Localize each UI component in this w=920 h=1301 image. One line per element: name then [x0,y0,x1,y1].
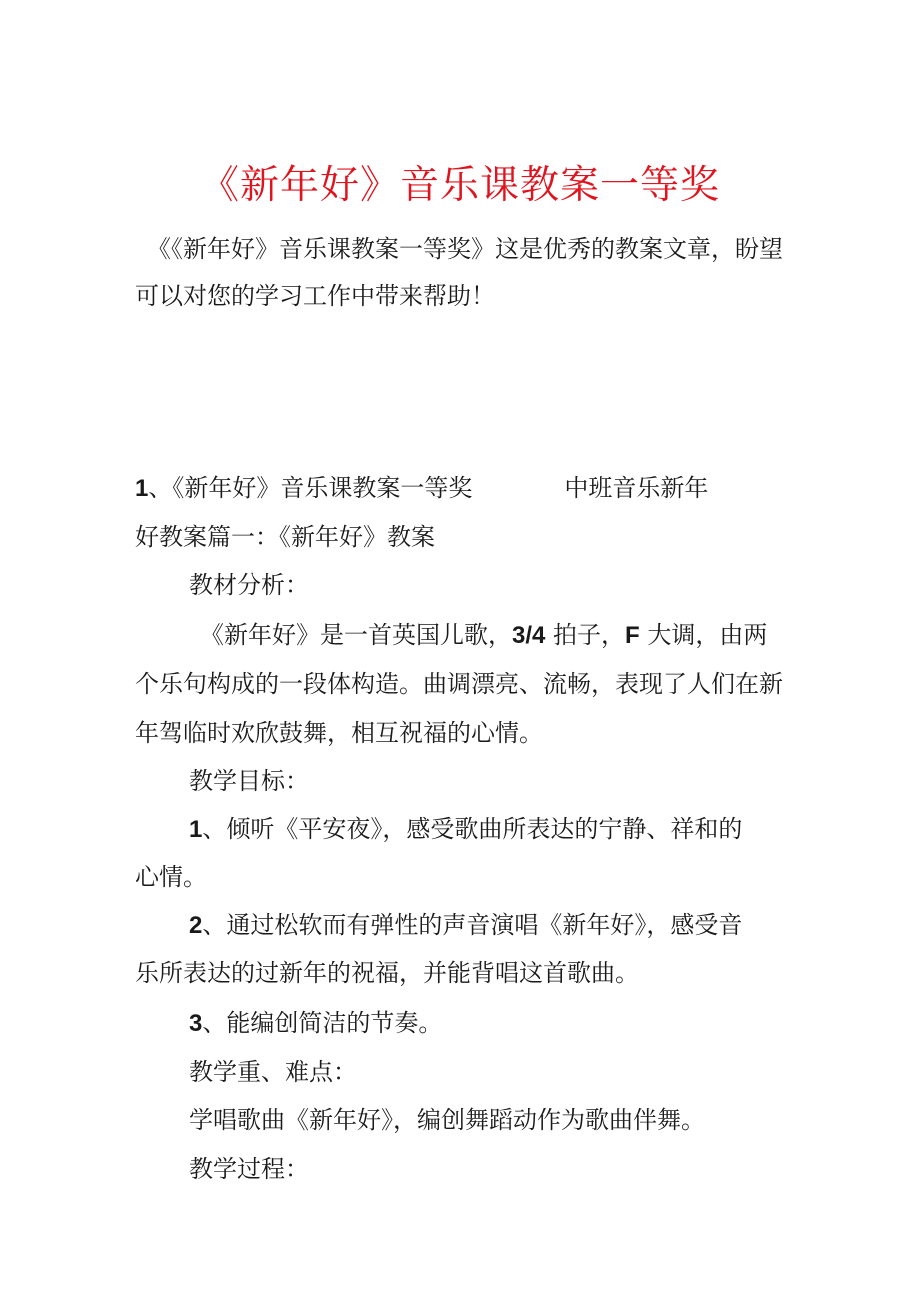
goal-text: 、通过松软而有弹性的声音演唱《新年好》，感受音 [202,911,743,939]
analysis-text: 拍子， [545,621,626,649]
goal-2-cont: 乐所表达的过新年的祝福，并能背唱这首歌曲。 [135,959,639,987]
analysis-heading: 教材分析： [189,571,309,599]
goal-3 [189,1005,442,1042]
goals-heading: 教学目标： [189,767,309,795]
analysis-line-1 [200,617,767,654]
goal-text: 、倾听《平安夜》，感受歌曲所表达的宁静、祥和的 [202,815,743,843]
analysis-text: 大调，由两 [639,621,768,649]
goal-1 [189,811,742,848]
analysis-line-3: 年驾临时欢欣鼓舞，相互祝福的心情。 [135,719,543,747]
time-signature: 3/4 [512,622,546,649]
goal-1-cont: 心情。 [135,863,207,891]
analysis-text: 《新年好》是一首英国儿歌， [200,621,512,649]
goal-text: 、能编创简洁的节奏。 [202,1009,443,1037]
key-signature: F [625,622,640,649]
section-1-heading-cont: 好教案篇一：《新年好》教案 [135,523,435,551]
document-title: 《新年好》音乐课教案一等奖 [199,163,720,208]
goal-number: 2 [189,912,203,939]
goal-2 [189,907,742,944]
section-number: 1 [135,475,149,502]
section-title: 、《新年好》音乐课教案一等奖 [148,474,473,502]
section-1-heading [135,470,708,507]
goal-number: 3 [189,1010,203,1037]
analysis-line-2: 个乐句构成的一段体构造。曲调漂亮、流畅，表现了人们在新 [135,670,783,698]
key-points-text: 学唱歌曲《新年好》，编创舞蹈动作为歌曲伴舞。 [189,1106,705,1134]
intro-paragraph: 《《新年好》音乐课教案一等奖》这是优秀的教案文章，盼望可以对您的学习工作中带来帮助！ [135,235,783,310]
section-subtitle: 中班音乐新年 [564,474,709,502]
goal-number: 1 [189,816,203,843]
key-points-heading: 教学重、难点： [189,1058,357,1086]
process-heading: 教学过程： [189,1155,309,1183]
